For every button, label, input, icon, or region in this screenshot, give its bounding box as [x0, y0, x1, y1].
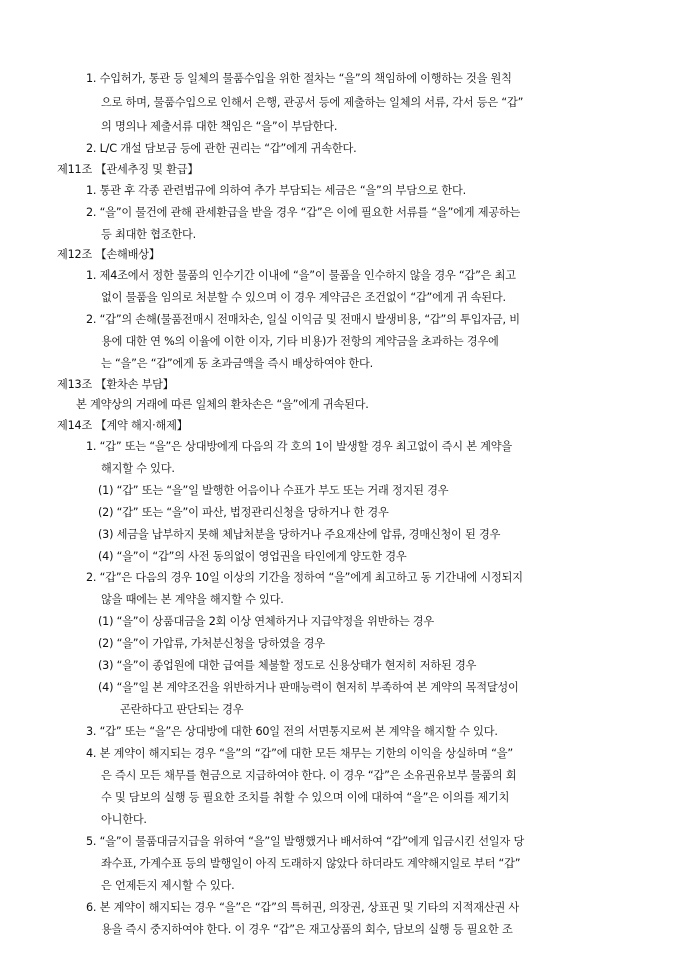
article11-item2-line1: 2. “을”이 물건에 관해 관세환급을 받을 경우 “갑”은 이에 필요한 서류를 “을”에게 제공하는 — [86, 206, 521, 219]
article10-item1-line2: 으로 하며, 물품수입으로 인해서 은행, 관공서 등에 제출하는 일체의 서류, 각서 등은 “갑” — [101, 96, 524, 109]
article14-item1-sub4: (4) “을”이 “갑”의 사전 동의없이 영업권을 타인에게 양도한 경우 — [98, 550, 407, 563]
article11-heading: 제11조 【관세추징 및 환급】 — [57, 163, 199, 176]
article12-item1-line1: 1. 제4조에서 정한 물품의 인수기간 이내에 “을”이 물품을 인수하지 않을 경우 “갑”은 최고 — [86, 269, 516, 282]
article13-heading: 제13조 【환차손 부담】 — [57, 378, 174, 391]
article14-item6-line2: 용을 즉시 중지하여야 한다. 이 경우 “갑”은 재고상품의 회수, 담보의 실행 등 필요한 조 — [101, 923, 513, 936]
article11-item1: 1. 통관 후 각종 관련법규에 의하여 추가 부담되는 세금은 “을”의 부담으로 한다. — [86, 184, 466, 197]
article14-item1-line2: 해지할 수 있다. — [101, 462, 175, 475]
article14-item2-sub4-line2: 곤란하다고 판단되는 경우 — [120, 703, 244, 716]
article13-body: 본 계약상의 거래에 따른 일체의 환차손은 “을”에게 귀속된다. — [76, 398, 369, 411]
article12-heading: 제12조 【손해배상】 — [57, 248, 160, 261]
article14-item2-sub3: (3) “을”이 종업원에 대한 급여를 체불할 정도로 신용상태가 현저히 저하된 경우 — [98, 659, 477, 672]
article14-item2-sub2: (2) “을”이 가압류, 가처분신청을 당하였을 경우 — [98, 637, 325, 650]
article11-item2-line2: 등 최대한 협조한다. — [101, 228, 196, 241]
article14-item6-line1: 6. 본 계약이 해지되는 경우 “을”은 “갑”의 특허권, 의장권, 상표권 및 기타의 지적재산권 사 — [86, 901, 520, 914]
article14-item2-sub1: (1) “을”이 상품대금을 2회 이상 연체하거나 지급약정을 위반하는 경우 — [98, 615, 434, 628]
article12-item2-line2: 용에 대한 연 %의 이율에 이한 이자, 기타 비용)가 전항의 계약금을 초과하는 경우에 — [101, 335, 499, 348]
article14-item1-line1: 1. “갑” 또는 “을”은 상대방에게 다음의 각 호의 1이 발생할 경우 최고없이 즉시 본 계약을 — [86, 440, 512, 453]
article14-item4-line1: 4. 본 계약이 해지되는 경우 “을”의 “갑”에 대한 모든 채무는 기한의 이익을 상실하며 “을” — [86, 747, 513, 760]
article12-item1-line2: 없이 물품을 임의로 처분할 수 있으며 이 경우 계약금은 조건없이 “갑”에게 귀 속된다. — [101, 291, 506, 304]
article10-item1-line1: 1. 수입허가, 통관 등 일체의 물품수입을 위한 절차는 “을”의 책임하에 이행하는 것을 원칙 — [86, 72, 512, 85]
article14-item5-line2: 좌수표, 가계수표 등의 발행일이 아직 도래하지 않았다 하더라도 계약해지일로 부터 “갑” — [101, 857, 521, 870]
article12-item2-line3: 는 “을”은 “갑”에게 동 초과금액을 즉시 배상하여야 한다. — [101, 357, 373, 370]
article14-item1-sub1: (1) “갑” 또는 “을”일 발행한 어음이나 수표가 부도 또는 거래 정지된 경우 — [98, 484, 449, 497]
article10-item2: 2. L/C 개설 담보금 등에 관한 권리는 “갑”에게 귀속한다. — [86, 142, 357, 155]
article14-item4-line2: 은 즉시 모든 채무를 현금으로 지급하여야 한다. 이 경우 “갑”은 소유권유보부 물품의 회 — [101, 769, 517, 782]
article14-item2-sub4-line1: (4) “을”일 본 계약조건을 위반하거나 판매능력이 현저히 부족하여 본 계약의 목적달성이 — [98, 681, 519, 694]
article14-item2-line2: 않을 때에는 본 계약을 해지할 수 있다. — [101, 593, 284, 606]
article14-item3: 3. “갑” 또는 “을”은 상대방에 대한 60일 전의 서면통지로써 본 계약을 해지할 수 있다. — [86, 725, 498, 738]
article14-item1-sub2: (2) “갑” 또는 “을”이 파산, 법정관리신청을 당하거나 한 경우 — [98, 506, 389, 519]
article14-item4-line4: 아니한다. — [101, 813, 147, 826]
article14-item1-sub3: (3) 세금을 납부하지 못해 체납처분을 당하거나 주요재산에 압류, 경매신청이 된 경우 — [98, 528, 501, 541]
article10-item1-line3: 의 명의나 제출서류 대한 책임은 “을”이 부담한다. — [101, 120, 338, 133]
article14-item5-line3: 은 언제든지 제시할 수 있다. — [101, 879, 235, 892]
article14-item4-line3: 수 및 담보의 실행 등 필요한 조치를 취할 수 있으며 이에 대하여 “을”은 이의를 제기치 — [101, 791, 510, 804]
article14-item2-line1: 2. “갑”은 다음의 경우 10일 이상의 기간을 정하여 “을”에게 최고하고 동 기간내에 시정되지 — [86, 571, 523, 584]
article14-heading: 제14조 【계약 해지·해제】 — [57, 419, 188, 432]
article12-item2-line1: 2. “갑”의 손해(물품전매시 전매차손, 일실 이익금 및 전매시 발생비용, “갑”의 투입자금, 비 — [86, 313, 520, 326]
article14-item5-line1: 5. “을”이 물품대금지급을 위하여 “을”일 발행했거나 배서하여 “갑”에게 입금시킨 선일자 당 — [86, 835, 525, 848]
